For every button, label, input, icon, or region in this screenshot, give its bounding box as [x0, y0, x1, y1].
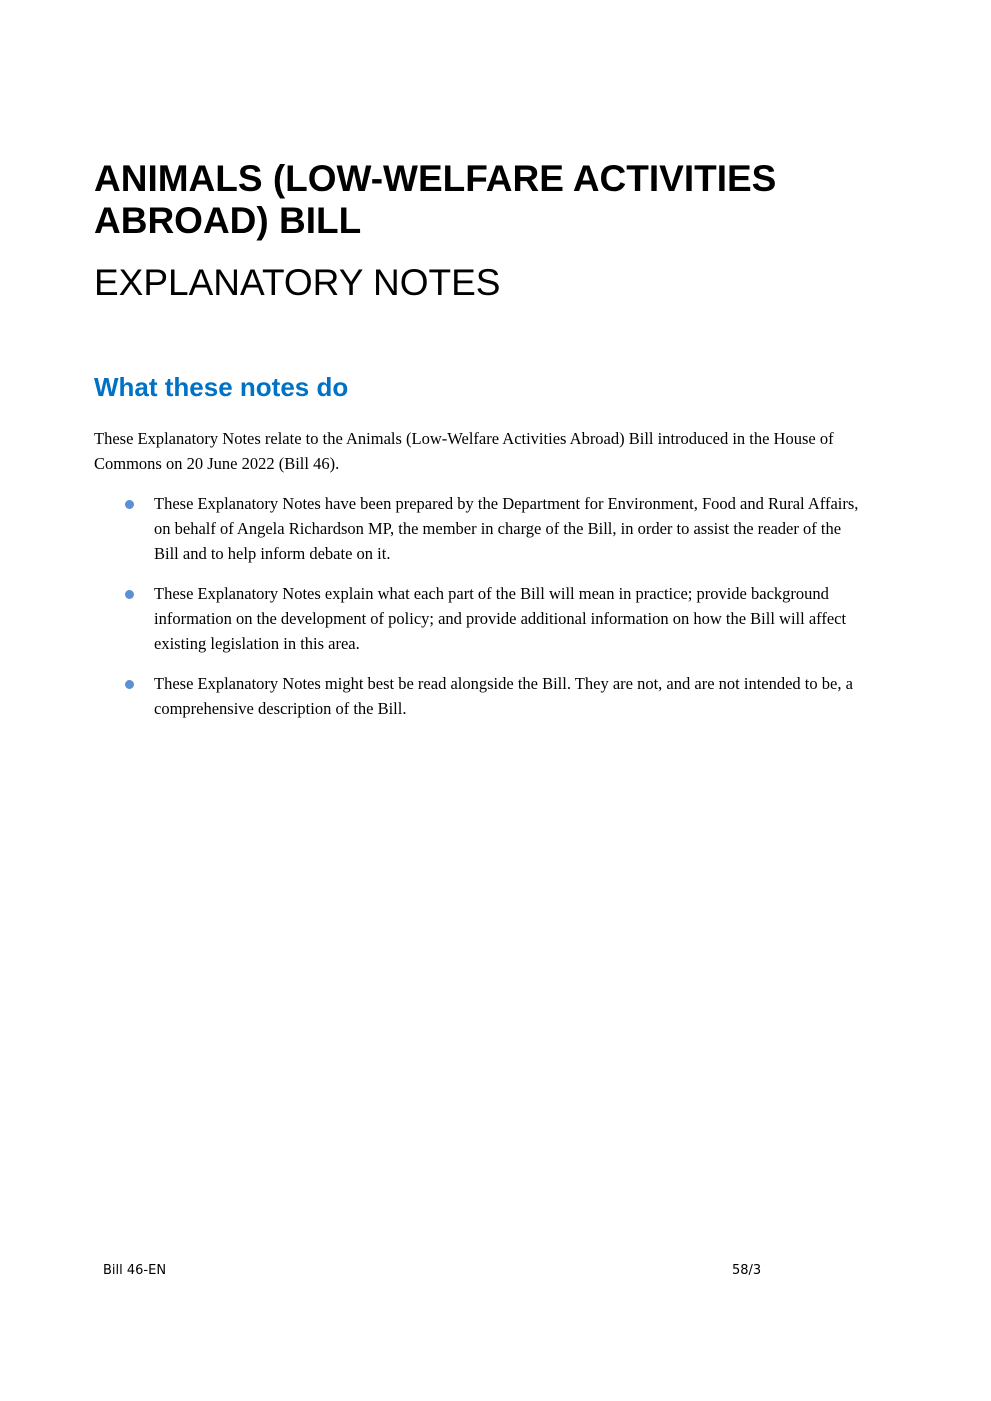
section-heading: What these notes do — [94, 372, 349, 402]
intro-paragraph: These Explanatory Notes relate to the Animals (Low-Welfare Activities Abroad) Bill introduced in the House of Commons on 20 June 2022 (Bill 46). — [94, 429, 834, 473]
footer-reference: 58/3 — [732, 1263, 762, 1278]
bullet-text: These Explanatory Notes have been prepared by the Department for Environment, Food and Rural Affairs, on behalf of Angela Richardson MP, the member in charge of the Bill, in order to assist the reader of the Bill and to help inform debate on it. — [154, 494, 859, 563]
bullet-text: These Explanatory Notes might best be read alongside the Bill. They are not, and are not intended to be, a comprehensive description of the Bill. — [154, 674, 853, 718]
list-item — [94, 671, 864, 721]
footer-bill-number: Bill 46-EN — [103, 1263, 167, 1278]
document-subtitle: EXPLANATORY NOTES — [94, 262, 501, 303]
bullet-text: These Explanatory Notes explain what each part of the Bill will mean in practice; provide background information on the development of policy; and provide additional information on how the Bill will affect existing legislation in this area. — [154, 584, 847, 653]
list-item — [94, 581, 864, 656]
bullet-icon — [125, 500, 134, 509]
bullet-icon — [125, 680, 134, 689]
bullet-list — [94, 491, 864, 736]
bullet-icon — [125, 590, 134, 599]
list-item — [94, 491, 864, 566]
document-title: ANIMALS (LOW-WELFARE ACTIVITIES ABROAD) BILL — [94, 158, 777, 241]
